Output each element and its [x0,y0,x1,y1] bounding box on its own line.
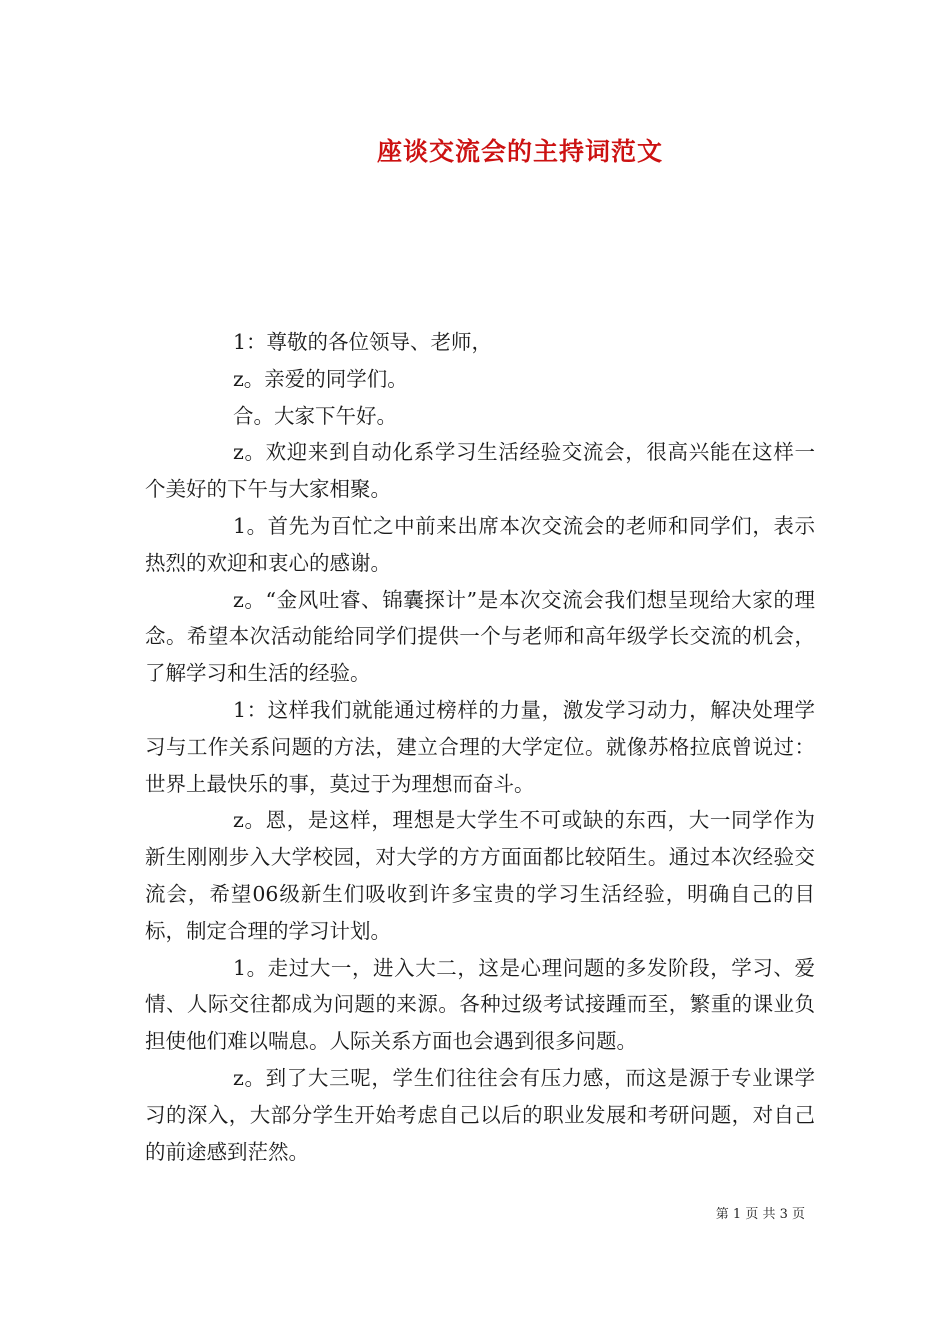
paragraph: z。亲爱的同学们。 [233,366,408,391]
page-number-footer: 第 1 页 共 3 页 [715,1207,805,1222]
paragraph: z。欢迎来到自动化系学习生活经验交流会，很高兴能在这样一个美好的下午与大家相聚。 [145,440,815,502]
paragraph: 1：尊敬的各位领导、老师， [233,330,493,354]
document-title: 座谈交流会的主持词范文 [376,137,663,166]
document-body [145,324,815,1170]
paragraph: 1。走过大一，进入大二，这是心理问题的多发阶段，学习、爱情、人际交往都成为问题的来源。各种过级考试接踵而至，繁重的课业负担使他们难以喘息。人际关系方面也会遇到很多问题。 [145,955,815,1054]
paragraph: 1。首先为百忙之中前来出席本次交流会的老师和同学们，表示热烈的欢迎和衷心的感谢。 [145,513,815,575]
paragraph: z。恩，是这样，理想是大学生不可或缺的东西，大一同学作为新生刚刚步入大学校园，对大学的方方面面都比较陌生。通过本次经验交流会，希望06级新生们吸收到许多宝贵的学习生活经验，明确自己的目标，制定合理的学习计划。 [145,808,815,943]
paragraph: z。“金风吐睿、锦囊探计”是本次交流会我们想呈现给大家的理念。希望本次活动能给同学们提供一个与老师和高年级学长交流的机会，了解学习和生活的经验。 [145,587,815,686]
paragraph: 合。大家下午好。 [233,403,397,428]
paragraph: z。到了大三呢，学生们往往会有压力感，而这是源于专业课学习的深入，大部分学生开始考虑自己以后的职业发展和考研问题，对自己的前途感到茫然。 [145,1065,815,1164]
paragraph: 1：这样我们就能通过榜样的力量，激发学习动力，解决处理学习与工作关系问题的方法，建立合理的大学定位。就像苏格拉底曾说过：世界上最快乐的事，莫过于为理想而奋斗。 [145,697,815,796]
